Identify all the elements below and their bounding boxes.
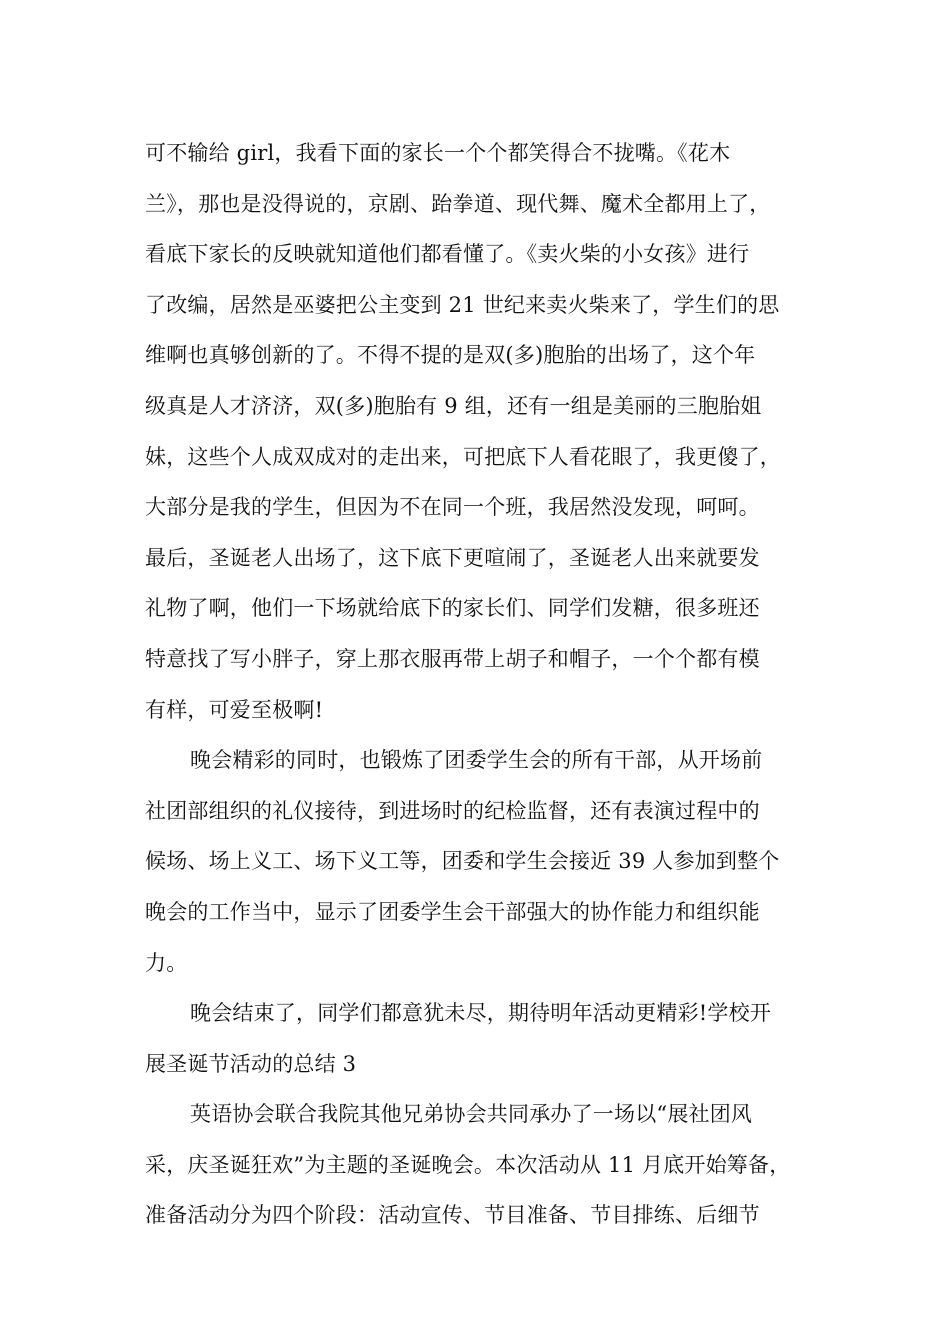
text-line: 采，庆圣诞狂欢”为主题的圣诞晚会。本次活动从 11 月底开始筹备， xyxy=(145,1152,791,1177)
text-line: 展圣诞节活动的总结 3 xyxy=(145,1051,357,1076)
text-line: 英语协会联合我院其他兄弟协会共同承办了一场以“展社团风 xyxy=(190,1102,753,1127)
text-line: 兰》，那也是没得说的，京剧、跆拳道、现代舞、魔术全都用上了， xyxy=(145,191,771,216)
text-line: 可不输给 girl，我看下面的家长一个个都笑得合不拢嘴。《花木 xyxy=(145,141,731,165)
text-line: 礼物了啊，他们一下场就给底下的家长们、同学们发糖，很多班还 xyxy=(145,596,760,621)
text-line: 维啊也真够创新的了。不得不提的是双(多)胞胎的出场了，这个年 xyxy=(145,343,756,368)
body-text xyxy=(145,128,825,1241)
text-line: 有样，可爱至极啊! xyxy=(145,697,324,722)
text-line: 最后，圣诞老人出场了，这下底下更喧闹了，圣诞老人出来就要发 xyxy=(145,545,760,570)
text-line: 了改编，居然是巫婆把公主变到 21 世纪来卖火柴来了，学生们的思 xyxy=(145,292,780,317)
text-line: 晚会的工作当中，显示了团委学生会干部强大的协作能力和组织能 xyxy=(145,899,760,924)
text-line: 社团部组织的礼仪接待，到进场时的纪检监督，还有表演过程中的 xyxy=(145,798,760,823)
text-line: 候场、场上义工、场下义工等，团委和学生会接近 39 人参加到整个 xyxy=(145,849,780,874)
text-line: 准备活动分为四个阶段：活动宣传、节目准备、节目排练、后细节 xyxy=(145,1203,760,1228)
text-line: 特意找了写小胖子，穿上那衣服再带上胡子和帽子，一个个都有模 xyxy=(145,646,760,671)
text-line: 晚会结束了，同学们都意犹未尽，期待明年活动更精彩!学校开 xyxy=(190,1001,772,1026)
text-line: 晚会精彩的同时，也锻炼了团委学生会的所有干部，从开场前 xyxy=(190,748,763,773)
text-line: 看底下家长的反映就知道他们都看懂了。《卖火柴的小女孩》进行 xyxy=(145,242,750,267)
text-line: 大部分是我的学生，但因为不在同一个班，我居然没发现，呵呵。 xyxy=(145,495,760,520)
text-line: 妹，这些个人成双成对的走出来，可把底下人看花眼了，我更傻了， xyxy=(145,444,781,469)
text-line: 力。 xyxy=(145,950,188,975)
text-line: 级真是人才济济，双(多)胞胎有 9 组，还有一组是美丽的三胞胎姐 xyxy=(145,393,762,418)
